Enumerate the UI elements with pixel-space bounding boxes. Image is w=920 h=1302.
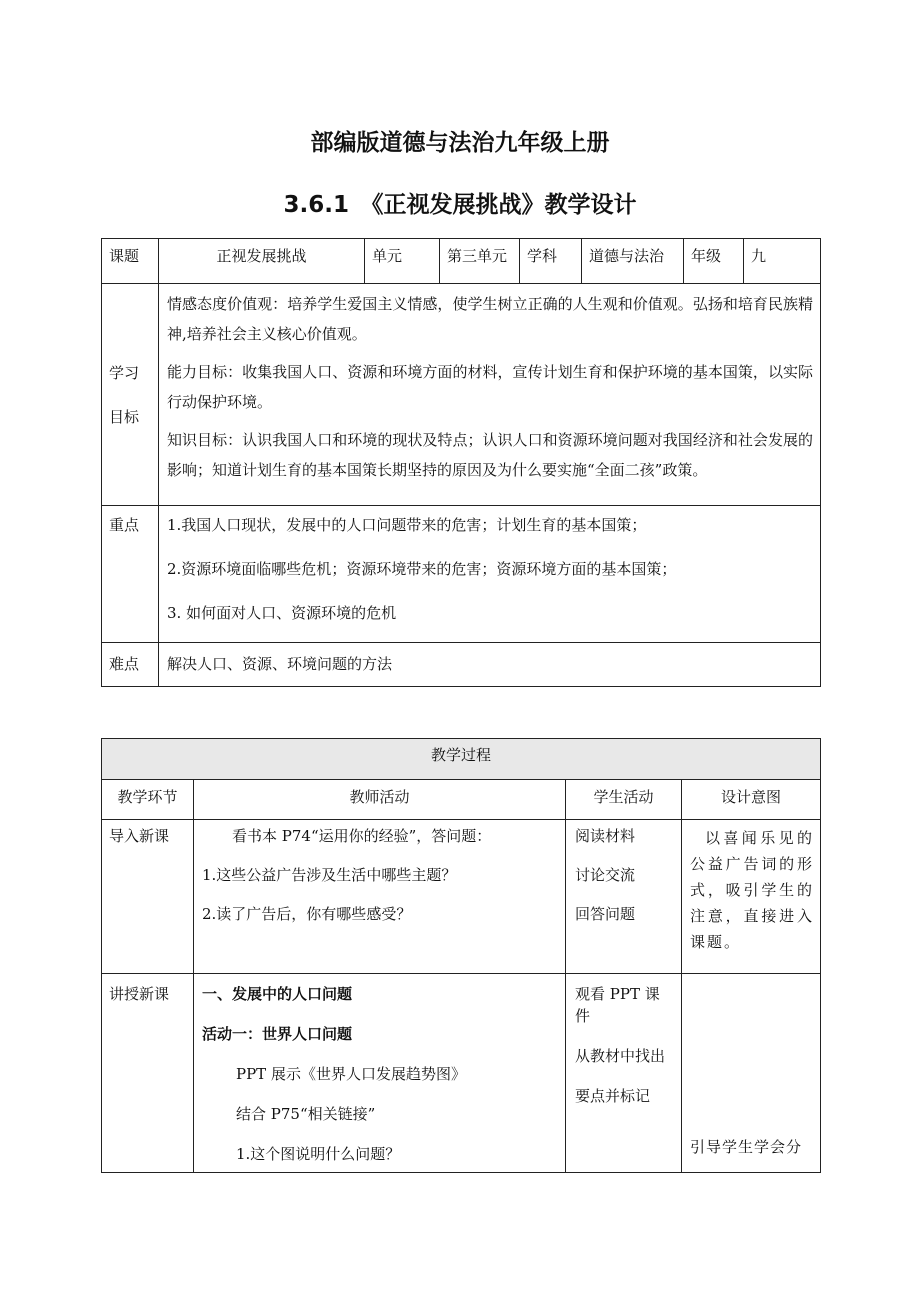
topic-label: 课题 (102, 239, 159, 284)
column-header: 学生活动 (566, 780, 682, 820)
unit-value: 第三单元 (440, 239, 520, 284)
student-line: 讨论交流 (575, 866, 636, 884)
student-activity-cell (566, 820, 682, 974)
student-activity-cell (566, 974, 682, 1173)
objectives-label-1: 学习 (109, 363, 140, 382)
difficulties-text: 解决人口、资源、环境问题的方法 (159, 643, 821, 687)
teacher-line: 1.这些公益广告涉及生活中哪些主题？ (202, 866, 457, 884)
grade-label: 年级 (684, 239, 744, 284)
teacher-line: 结合 P75“相关链接” (236, 1105, 376, 1123)
teacher-line: 2.读了广告后，你有哪些感受？ (202, 905, 412, 923)
design-intent: 以喜闻乐见的公益广告词的形式，吸引学生的注意，直接进入课题。 (690, 829, 815, 951)
info-table (101, 238, 821, 687)
activity-heading: 活动一：世界人口问题 (202, 1025, 353, 1043)
design-intent: 引导学生学会分 (690, 1138, 803, 1156)
teacher-activity-cell (194, 820, 566, 974)
key-point-item: 1.我国人口现状，发展中的人口问题带来的危害；计划生育的基本国策； (167, 516, 647, 534)
unit-label: 单元 (365, 239, 440, 284)
grade-value: 九 (744, 239, 821, 284)
process-table (101, 738, 821, 1173)
column-header: 教师活动 (194, 780, 566, 820)
student-line: 阅读材料 (575, 827, 636, 845)
table-row (102, 820, 821, 974)
objectives-label-2: 目标 (109, 407, 140, 426)
document-subtitle: 3.6.1 《正视发展挑战》教学设计 (283, 192, 637, 218)
stage-cell: 讲授新课 (102, 974, 194, 1173)
subject-value: 道德与法治 (582, 239, 684, 284)
objective-ability: 能力目标：收集我国人口、资源和环境方面的材料，宣传计划生育和保护环境的基本国策，以实际行动保护环境。 (167, 363, 813, 411)
teacher-line: PPT 展示《世界人口发展趋势图》 (236, 1065, 466, 1083)
student-line: 观看 PPT 课件 (575, 985, 660, 1025)
objectives-cell (159, 284, 821, 506)
objective-knowledge: 知识目标：认识我国人口和环境的现状及特点；认识人口和资源环境问题对我国经济和社会发展的影响；知道计划生育的基本国策长期坚持的原因及为什么要实施“全面二孩”政策。 (167, 431, 813, 479)
teacher-line: 看书本 P74“运用你的经验”，答问题： (232, 827, 492, 845)
subject-label: 学科 (520, 239, 582, 284)
design-intent-cell (682, 974, 821, 1173)
teacher-line: 1.这个图说明什么问题？ (236, 1145, 401, 1163)
document-title: 部编版道德与法治九年级上册 (310, 130, 610, 156)
stage-cell: 导入新课 (102, 820, 194, 974)
section-heading: 一、发展中的人口问题 (202, 985, 353, 1003)
key-points-cell (159, 506, 821, 643)
column-header: 教学环节 (102, 780, 194, 820)
teacher-activity-cell (194, 974, 566, 1173)
topic-value: 正视发展挑战 (159, 239, 365, 284)
objective-emotion: 情感态度价值观：培养学生爱国主义情感，使学生树立正确的人生观和价值观。弘扬和培育民族精神,培养社会主义核心价值观。 (167, 295, 813, 343)
difficulties-label: 难点 (102, 643, 159, 687)
objectives-label-cell (102, 284, 159, 506)
column-header: 设计意图 (682, 780, 821, 820)
process-title: 教学过程 (102, 739, 821, 780)
key-point-item: 2.资源环境面临哪些危机；资源环境带来的危害；资源环境方面的基本国策； (167, 560, 677, 578)
design-intent-cell (682, 820, 821, 974)
key-point-item: 3. 如何面对人口、资源环境的危机 (167, 604, 397, 622)
key-points-label: 重点 (102, 506, 159, 643)
table-row (102, 974, 821, 1173)
student-line: 回答问题 (575, 905, 636, 923)
student-line: 从教材中找出要点并标记 (575, 1047, 666, 1105)
